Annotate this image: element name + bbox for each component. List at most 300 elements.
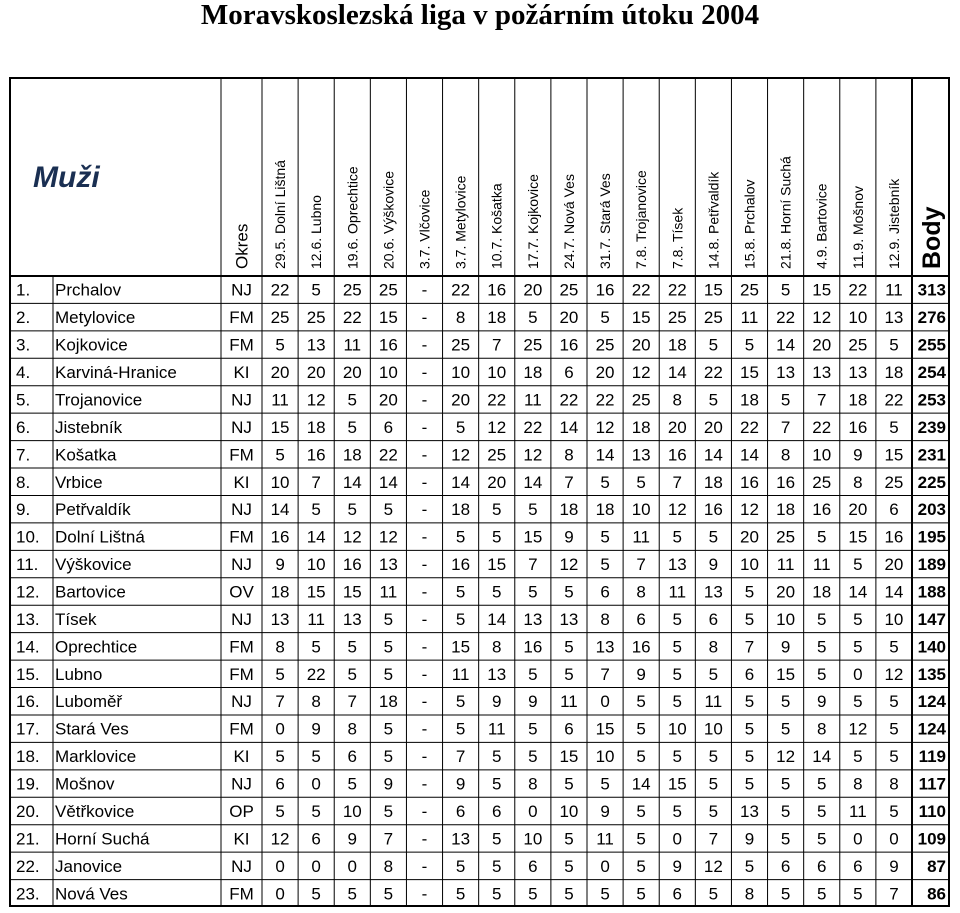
score-cell: 5 [636, 856, 646, 876]
score-cell: 16 [595, 280, 615, 300]
score-cell: 0 [275, 856, 285, 876]
score-cell: 10 [487, 363, 507, 383]
score-cell: 20 [378, 390, 398, 410]
score-cell: 5 [816, 884, 827, 904]
team-cell: Stará Ves [55, 719, 129, 739]
score-cell: 5 [491, 884, 502, 904]
score-cell: 5 [636, 829, 646, 849]
score-cell: 22 [740, 417, 759, 437]
score-cell: 5 [780, 390, 791, 410]
score-cell: 5 [528, 500, 538, 520]
score-cell: 16 [270, 527, 290, 547]
score-cell: 10 [523, 829, 543, 849]
score-cell: 13 [848, 363, 868, 383]
score-cell: 5 [347, 500, 358, 520]
score-cell: 6 [853, 856, 863, 876]
score-cell: 5 [564, 856, 574, 876]
rank-cell: 23. [16, 884, 40, 904]
score-cell: 20 [884, 555, 904, 575]
rank-cell: 17. [16, 719, 40, 739]
score-cell: 5 [528, 747, 538, 767]
score-cell: 5 [528, 308, 538, 328]
score-cell: 16 [378, 335, 398, 355]
score-cell: 7 [600, 664, 610, 684]
score-cell: 5 [383, 664, 394, 684]
score-cell: 5 [311, 280, 321, 300]
score-cell: 12 [559, 555, 579, 575]
score-cell: 5 [744, 609, 755, 629]
score-cell: 13 [703, 582, 723, 602]
score-cell: 5 [275, 445, 285, 465]
score-cell: 0 [311, 774, 321, 794]
score-cell: 6 [816, 856, 827, 876]
score-cell: 8 [816, 719, 827, 739]
score-cell: 12 [270, 829, 290, 849]
rank-cell: 4. [16, 363, 31, 383]
score-cell: 5 [528, 664, 538, 684]
score-cell: 25 [848, 335, 868, 355]
score-cell: 5 [672, 801, 683, 821]
score-cell: 12 [776, 747, 796, 767]
score-cell: 5 [383, 747, 394, 767]
score-cell: 5 [744, 856, 755, 876]
score-cell: 11 [451, 664, 470, 684]
score-cell: 5 [455, 527, 466, 547]
score-cell: 5 [708, 664, 719, 684]
score-cell: 20 [776, 582, 796, 602]
score-cell: 25 [342, 280, 362, 300]
total-cell: 276 [917, 308, 946, 328]
score-cell: 12 [631, 363, 651, 383]
score-cell: - [421, 390, 428, 410]
score-cell: 11 [740, 308, 759, 328]
score-cell: 8 [744, 884, 755, 904]
score-cell: - [421, 335, 428, 355]
score-cell: 5 [564, 884, 574, 904]
score-cell: 5 [383, 801, 394, 821]
score-cell: 10 [703, 719, 723, 739]
score-cell: 14 [378, 472, 398, 492]
score-cell: 5 [491, 774, 502, 794]
score-cell: 5 [383, 637, 394, 657]
score-cell: 20 [848, 500, 868, 520]
score-cell: 6 [636, 609, 646, 629]
score-cell: - [421, 637, 428, 657]
rank-cell: 7. [16, 445, 31, 465]
total-cell: 110 [918, 801, 946, 821]
rank-cell: 6. [16, 417, 31, 437]
score-cell: 20 [342, 363, 362, 383]
score-cell: 15 [812, 280, 832, 300]
score-cell: 6 [708, 609, 719, 629]
score-cell: 15 [703, 280, 723, 300]
score-cell: 0 [275, 719, 285, 739]
score-cell: 12 [703, 856, 723, 876]
rank-cell: 18. [16, 747, 40, 767]
rank-cell: 9. [16, 500, 31, 520]
score-cell: 5 [383, 609, 394, 629]
score-cell: 22 [631, 280, 651, 300]
score-cell: 13 [487, 664, 507, 684]
score-cell: 5 [816, 829, 827, 849]
score-cell: 12 [487, 417, 507, 437]
round-header: 4.9. Bartovice [813, 183, 830, 269]
score-cell: 5 [347, 390, 358, 410]
score-cell: 6 [491, 801, 502, 821]
score-cell: 20 [487, 472, 507, 492]
score-cell: 22 [487, 390, 507, 410]
score-cell: 7 [780, 417, 791, 437]
score-cell: 5 [780, 884, 791, 904]
okres-cell: NJ [231, 774, 252, 794]
score-cell: 5 [889, 801, 899, 821]
score-cell: 22 [848, 280, 868, 300]
score-cell: 5 [636, 719, 646, 739]
score-cell: 25 [487, 445, 507, 465]
score-cell: 5 [816, 774, 827, 794]
score-cell: 10 [776, 609, 796, 629]
score-cell: 16 [342, 555, 362, 575]
team-cell: Oprechtice [55, 637, 138, 657]
score-cell: 10 [812, 445, 832, 465]
total-cell: 117 [918, 774, 946, 794]
score-cell: 15 [378, 308, 398, 328]
score-cell: 12 [306, 390, 326, 410]
total-cell: 124 [917, 692, 946, 712]
rank-cell: 19. [16, 774, 40, 794]
round-header: 19.6. Oprechtice [344, 166, 361, 269]
score-cell: - [421, 445, 428, 465]
score-cell: 5 [708, 390, 719, 410]
total-cell: 124 [917, 719, 946, 739]
team-cell: Prchalov [55, 280, 122, 300]
score-cell: 8 [780, 445, 791, 465]
score-cell: 9 [600, 801, 610, 821]
score-cell: 5 [528, 884, 538, 904]
score-cell: 5 [600, 527, 610, 547]
rank-cell: 21. [16, 829, 40, 849]
score-cell: 8 [708, 637, 719, 657]
round-header: 3.7. Vlčovice [416, 189, 433, 269]
score-cell: 14 [559, 417, 579, 437]
score-cell: 5 [708, 527, 719, 547]
okres-cell: NJ [231, 856, 252, 876]
score-cell: 25 [595, 335, 615, 355]
score-cell: 5 [564, 664, 574, 684]
rank-cell: 22. [16, 856, 40, 876]
score-cell: 10 [667, 719, 687, 739]
score-cell: 5 [672, 637, 683, 657]
score-cell: 8 [455, 308, 466, 328]
score-cell: 5 [780, 280, 791, 300]
score-cell: 5 [491, 829, 502, 849]
round-header: 10.7. Košatka [488, 183, 505, 269]
score-cell: 7 [275, 692, 285, 712]
score-cell: 11 [668, 582, 687, 602]
score-cell: 9 [780, 637, 791, 657]
score-cell: 0 [347, 856, 358, 876]
score-cell: 13 [559, 609, 579, 629]
score-cell: 10 [306, 555, 326, 575]
total-cell: 253 [917, 390, 946, 410]
score-cell: 15 [848, 527, 868, 547]
rank-cell: 5. [16, 390, 31, 410]
score-cell: 9 [636, 664, 646, 684]
score-cell: 11 [379, 582, 398, 602]
score-cell: 7 [636, 555, 646, 575]
score-cell: 9 [528, 692, 538, 712]
okres-cell: NJ [231, 692, 252, 712]
score-cell: 25 [451, 335, 471, 355]
total-cell: 195 [917, 527, 946, 547]
score-cell: 10 [595, 747, 615, 767]
score-cell: 7 [744, 637, 755, 657]
team-cell: Větřkovice [55, 801, 135, 821]
score-cell: 14 [703, 445, 723, 465]
score-cell: 5 [780, 829, 791, 849]
score-cell: 16 [631, 637, 651, 657]
team-cell: Petřvaldík [55, 500, 131, 520]
okres-cell: FM [229, 527, 254, 547]
score-cell: 9 [672, 856, 683, 876]
score-cell: 10 [451, 363, 471, 383]
total-cell: 189 [917, 555, 946, 575]
score-cell: 5 [600, 308, 610, 328]
score-cell: 5 [744, 335, 755, 355]
rank-cell: 16. [16, 692, 40, 712]
score-cell: 20 [559, 308, 579, 328]
score-cell: 20 [595, 363, 615, 383]
score-cell: 15 [776, 664, 796, 684]
okres-cell: KI [233, 472, 250, 492]
round-header: 17.7. Kojkovice [524, 174, 541, 269]
score-cell: 13 [523, 609, 543, 629]
rank-cell: 8. [16, 472, 31, 492]
score-cell: 5 [275, 664, 285, 684]
score-cell: - [421, 472, 428, 492]
score-cell: 11 [849, 801, 867, 821]
score-cell: 11 [487, 719, 506, 739]
score-cell: 13 [740, 801, 759, 821]
total-cell: 254 [917, 363, 946, 383]
score-cell: 5 [744, 719, 755, 739]
score-cell: 14 [884, 582, 904, 602]
total-cell: 119 [918, 747, 946, 767]
score-cell: 16 [812, 500, 832, 520]
rank-cell: 12. [16, 582, 40, 602]
score-cell: 5 [889, 637, 899, 657]
score-cell: 25 [776, 527, 796, 547]
score-cell: 18 [487, 308, 507, 328]
score-cell: - [421, 363, 428, 383]
score-cell: 7 [383, 829, 394, 849]
team-cell: Karviná-Hranice [55, 363, 177, 383]
score-cell: 5 [672, 747, 683, 767]
score-cell: 22 [270, 280, 290, 300]
score-cell: 6 [275, 774, 285, 794]
score-cell: 5 [889, 719, 899, 739]
score-cell: 6 [528, 856, 538, 876]
score-cell: 11 [271, 390, 289, 410]
score-cell: 7 [889, 884, 899, 904]
score-cell: 16 [451, 555, 471, 575]
score-cell: 8 [311, 692, 321, 712]
team-cell: Metylovice [55, 308, 136, 328]
score-cell: 0 [600, 692, 610, 712]
okres-cell: FM [229, 308, 254, 328]
score-cell: 12 [378, 527, 398, 547]
score-cell: - [421, 527, 428, 547]
score-cell: 9 [708, 555, 719, 575]
score-cell: 9 [491, 692, 502, 712]
score-cell: 6 [889, 500, 899, 520]
score-cell: 0 [311, 856, 321, 876]
score-cell: 14 [740, 445, 759, 465]
score-cell: 13 [812, 363, 832, 383]
score-cell: 5 [311, 747, 321, 767]
score-cell: 14 [451, 472, 471, 492]
score-cell: 5 [853, 692, 863, 712]
score-cell: 5 [816, 609, 827, 629]
score-cell: 5 [816, 801, 827, 821]
score-cell: 5 [744, 692, 755, 712]
total-cell: 239 [917, 417, 946, 437]
round-header: 11.9. Mošnov [849, 185, 866, 269]
score-cell: 5 [455, 692, 466, 712]
score-cell: 12 [848, 719, 868, 739]
round-header: 31.7. Stará Ves [597, 173, 614, 269]
score-cell: 15 [559, 747, 579, 767]
score-cell: - [421, 664, 428, 684]
score-cell: 16 [523, 637, 543, 657]
score-cell: 5 [853, 884, 863, 904]
score-cell: 11 [885, 280, 903, 300]
score-cell: 5 [816, 637, 827, 657]
score-cell: 11 [812, 555, 831, 575]
score-cell: 5 [889, 692, 899, 712]
score-cell: 5 [564, 829, 574, 849]
score-cell: 20 [270, 363, 290, 383]
score-cell: - [421, 609, 428, 629]
score-cell: - [421, 500, 428, 520]
score-cell: 13 [884, 308, 904, 328]
score-cell: 5 [816, 664, 827, 684]
team-cell: Marklovice [55, 747, 137, 767]
score-cell: 14 [270, 500, 290, 520]
team-cell: Kojkovice [55, 335, 128, 355]
score-cell: 10 [884, 609, 904, 629]
score-cell: 14 [487, 609, 507, 629]
score-cell: 8 [672, 390, 683, 410]
score-cell: 5 [636, 884, 646, 904]
score-cell: 13 [270, 609, 290, 629]
score-cell: 16 [740, 472, 759, 492]
score-cell: 0 [853, 664, 863, 684]
score-cell: 8 [383, 856, 394, 876]
team-cell: Lubno [55, 664, 103, 684]
round-header: 21.8. Horní Suchá [777, 156, 794, 269]
team-cell: Bartovice [55, 582, 126, 602]
score-cell: 12 [667, 500, 687, 520]
total-cell: 109 [917, 829, 946, 849]
score-cell: 5 [744, 774, 755, 794]
team-cell: Výškovice [55, 555, 132, 575]
score-cell: 0 [528, 801, 538, 821]
score-cell: 5 [708, 774, 719, 794]
score-cell: 8 [853, 774, 863, 794]
score-cell: 22 [559, 390, 579, 410]
score-cell: 18 [884, 363, 904, 383]
score-cell: 9 [816, 692, 827, 712]
score-cell: 12 [812, 308, 832, 328]
score-cell: 5 [311, 884, 321, 904]
team-cell: Mošnov [55, 774, 115, 794]
score-cell: 13 [776, 363, 796, 383]
score-cell: - [421, 582, 428, 602]
score-cell: 8 [491, 637, 502, 657]
score-cell: 8 [636, 582, 646, 602]
score-cell: 5 [816, 527, 827, 547]
round-header: 7.8. Tísek [669, 207, 686, 269]
score-cell: 5 [491, 527, 502, 547]
score-cell: 7 [491, 335, 502, 355]
score-cell: 9 [853, 445, 863, 465]
score-cell: 22 [342, 308, 362, 328]
total-cell: 135 [917, 664, 946, 684]
score-cell: 6 [744, 664, 755, 684]
round-header: 7.8. Trojanovice [633, 170, 650, 269]
results-table [9, 77, 950, 907]
score-cell: 9 [744, 829, 755, 849]
page-title: Moravskoslezská liga v požárním útoku 2004 [200, 0, 760, 31]
score-cell: 5 [347, 637, 358, 657]
score-cell: 22 [523, 417, 543, 437]
score-cell: 5 [672, 609, 683, 629]
score-cell: 14 [667, 363, 687, 383]
score-cell: 12 [740, 500, 759, 520]
score-cell: 25 [559, 280, 579, 300]
score-cell: 5 [708, 884, 719, 904]
category-label: Muži [33, 161, 100, 194]
team-cell: Horní Suchá [55, 829, 150, 849]
score-cell: 16 [776, 472, 796, 492]
score-cell: 5 [744, 582, 755, 602]
score-cell: 5 [455, 417, 466, 437]
rank-cell: 14. [16, 637, 40, 657]
total-cell: 140 [917, 637, 946, 657]
score-cell: 9 [347, 829, 358, 849]
score-cell: 5 [383, 500, 394, 520]
score-cell: 22 [884, 390, 904, 410]
okres-cell: FM [229, 719, 254, 739]
score-cell: 10 [848, 308, 868, 328]
score-cell: 8 [275, 637, 285, 657]
score-cell: 5 [744, 747, 755, 767]
score-cell: - [421, 417, 428, 437]
score-cell: 18 [378, 692, 398, 712]
score-cell: 12 [342, 527, 362, 547]
score-cell: 5 [708, 747, 719, 767]
score-cell: 15 [884, 445, 904, 465]
score-cell: 5 [491, 582, 502, 602]
score-cell: 16 [848, 417, 868, 437]
score-cell: 5 [853, 747, 863, 767]
score-cell: 15 [451, 637, 471, 657]
score-cell: 25 [523, 335, 543, 355]
score-cell: 6 [564, 719, 574, 739]
score-cell: 5 [853, 555, 863, 575]
total-cell: 87 [927, 856, 946, 876]
